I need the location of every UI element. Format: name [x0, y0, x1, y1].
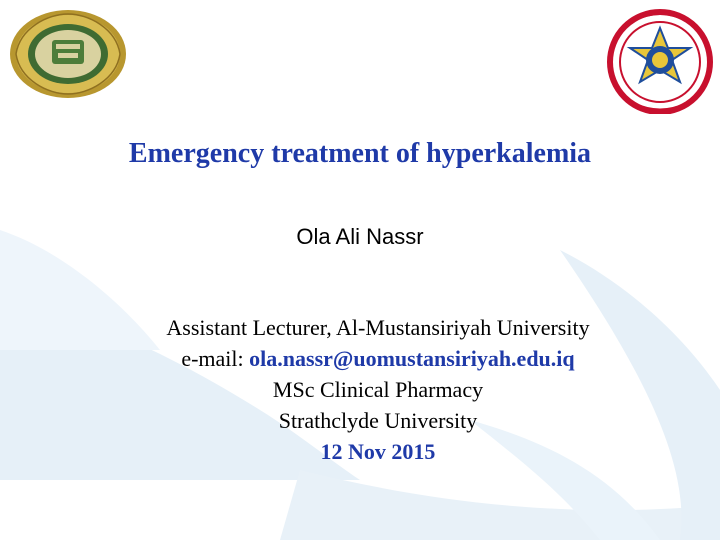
author-name: Ola Ali Nassr — [296, 224, 424, 249]
degree-university-line: Strathclyde University — [278, 408, 478, 433]
degree-line: MSc Clinical Pharmacy — [272, 377, 484, 402]
email-label: e-mail: — [181, 346, 250, 371]
date-line: 12 Nov 2015 — [320, 439, 436, 464]
email-value[interactable]: ola.nassr@uomustansiriyah.edu.iq — [249, 346, 575, 371]
slide-title: Emergency treatment of hyperkalemia — [128, 138, 592, 169]
email-line — [0, 343, 720, 374]
position-line: Assistant Lecturer, Al-Mustansiriyah University — [166, 315, 590, 340]
university-seal-icon — [8, 8, 128, 100]
author-info — [0, 312, 720, 467]
pharmacy-college-emblem-icon — [604, 4, 716, 114]
